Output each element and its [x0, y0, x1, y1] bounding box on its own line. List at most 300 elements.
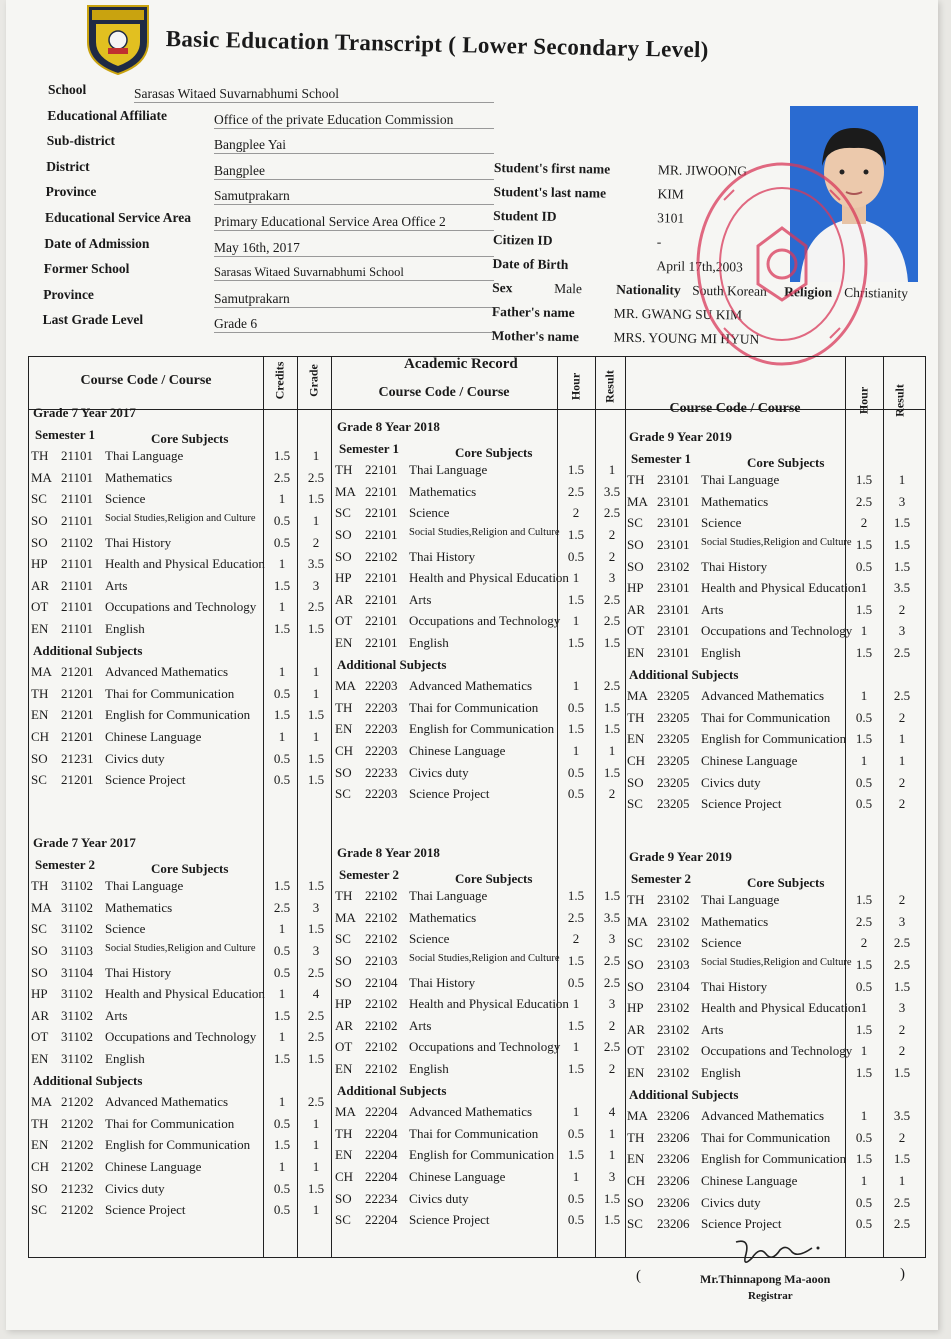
- course-credit: 2: [572, 931, 580, 947]
- course-credit: 1.5: [855, 472, 873, 488]
- course-row: [335, 635, 629, 657]
- course-grade: 1: [312, 1137, 320, 1153]
- school-info-value: May 16th, 2017: [214, 240, 494, 257]
- course-code: MA: [627, 1108, 648, 1124]
- course-credit: 0.5: [855, 774, 873, 790]
- course-credit: 1.5: [855, 645, 873, 660]
- course-code: TH: [31, 878, 49, 894]
- course-row: [627, 731, 919, 753]
- course-grade: 1.5: [603, 721, 621, 737]
- course-name: Thai Language: [105, 448, 184, 464]
- course-credit: 0.5: [567, 1125, 585, 1141]
- course-credit: 1: [572, 1104, 580, 1120]
- course-number: 21101: [61, 577, 94, 593]
- course-row: [335, 1018, 629, 1040]
- course-number: 22203: [365, 721, 398, 737]
- course-name: Science Project: [409, 1212, 490, 1228]
- course-number: 23104: [657, 978, 690, 994]
- course-row: [31, 707, 333, 729]
- course-credit: 1: [572, 1039, 580, 1055]
- course-number: 22233: [365, 764, 398, 780]
- course-name: Thai History: [701, 558, 768, 574]
- course-grade: 2: [898, 601, 906, 617]
- course-row: [335, 786, 629, 808]
- course-number: 21101: [61, 513, 94, 528]
- course-name: Advanced Mathematics: [105, 1094, 229, 1110]
- course-credit: 0.5: [273, 1180, 291, 1196]
- course-code: HP: [31, 986, 48, 1002]
- course-credit: 1.5: [567, 462, 585, 478]
- course-name: Chinese Language: [105, 729, 202, 744]
- col1-course-header: Course Code / Course: [80, 373, 212, 388]
- course-code: TH: [335, 1125, 353, 1141]
- course-code: SO: [31, 534, 48, 550]
- course-credit: 2.5: [273, 899, 291, 915]
- course-credit: 0.5: [855, 558, 873, 574]
- course-code: TH: [335, 699, 353, 715]
- course-number: 21201: [61, 707, 94, 723]
- course-code: SO: [31, 943, 48, 958]
- course-credit: 0.5: [855, 1194, 873, 1210]
- course-grade: 2.5: [307, 1094, 325, 1110]
- course-grade: 1.5: [603, 635, 621, 650]
- course-name: Civics duty: [409, 1190, 469, 1206]
- course-code: TH: [31, 1115, 49, 1131]
- course-credit: 1: [278, 1029, 286, 1045]
- course-row: [627, 494, 919, 516]
- semester-label: Semester 1: [631, 450, 692, 466]
- course-credit: 1: [860, 1000, 868, 1016]
- semester-label: Semester 1: [339, 440, 400, 456]
- course-name: Thai for Communication: [409, 1125, 539, 1141]
- course-number: 31102: [61, 1051, 94, 1066]
- course-grade: 1.5: [893, 515, 911, 531]
- course-code: MA: [335, 1104, 356, 1120]
- core-subjects-label: Core Subjects: [151, 430, 229, 446]
- core-subjects-label: Core Subjects: [455, 444, 533, 460]
- course-code: MA: [627, 688, 648, 704]
- course-credit: 0.5: [855, 709, 873, 725]
- course-row: [31, 556, 333, 578]
- registrar-signature-block: [626, 1236, 922, 1310]
- course-number: 22102: [365, 548, 398, 564]
- course-name: Chinese Language: [105, 1159, 202, 1174]
- course-code: OT: [31, 1029, 49, 1045]
- course-code: TH: [627, 1129, 645, 1145]
- course-row: [335, 678, 629, 700]
- course-row: [31, 621, 333, 643]
- course-name: English: [409, 1061, 449, 1076]
- course-credit: 1.5: [273, 878, 291, 894]
- course-row: [627, 580, 919, 602]
- course-grade: 2.5: [603, 1039, 621, 1055]
- school-info-label: Sub-district: [46, 133, 116, 149]
- course-number: 22203: [365, 699, 398, 715]
- course-name: Occupations and Technology: [409, 1039, 561, 1055]
- course-credit: 1.5: [855, 957, 873, 972]
- course-number: 22101: [365, 483, 398, 499]
- course-code: MA: [31, 664, 52, 680]
- course-row: [31, 1159, 333, 1181]
- course-grade: 2.5: [893, 1194, 911, 1210]
- course-name: Science: [409, 505, 450, 521]
- course-number: 22102: [365, 888, 398, 904]
- course-grade: 2: [608, 786, 616, 802]
- course-row: [335, 1147, 629, 1169]
- course-code: AR: [627, 1021, 646, 1037]
- course-code: EN: [31, 1051, 49, 1066]
- course-name: Science Project: [409, 786, 490, 802]
- course-name: Science: [105, 921, 146, 937]
- course-code: EN: [335, 1147, 353, 1163]
- course-code: AR: [627, 601, 646, 617]
- course-grade: 2: [898, 892, 906, 908]
- course-name: Civics duty: [701, 774, 761, 790]
- course-credit: 1.5: [273, 1137, 291, 1153]
- course-row: [335, 1104, 629, 1126]
- course-row: [627, 892, 919, 914]
- course-number: 31102: [61, 921, 94, 937]
- course-credit: 1.5: [567, 527, 585, 542]
- course-code: SC: [335, 1212, 351, 1228]
- course-code: AR: [335, 591, 354, 607]
- course-code: OT: [627, 1043, 645, 1059]
- course-number: 23102: [657, 1043, 690, 1059]
- school-info-label: Date of Admission: [44, 235, 150, 251]
- course-number: 22203: [365, 678, 398, 694]
- course-name: Advanced Mathematics: [701, 1108, 825, 1124]
- course-credit: 0.5: [273, 534, 291, 550]
- course-name: English for Communication: [105, 707, 251, 723]
- nationality-value: South Korean: [692, 282, 767, 299]
- course-row: [335, 505, 629, 527]
- school-info-value: Bangplee Yai: [214, 137, 494, 154]
- course-row: [627, 979, 919, 1001]
- school-logo: [84, 4, 152, 76]
- grade-year-heading: Grade 7 Year 2017: [33, 835, 136, 850]
- col1-credits-header: Credits: [272, 361, 287, 400]
- school-info-label: District: [46, 158, 90, 174]
- page-title: Basic Education Transcript ( Lower Secondary Level): [165, 26, 709, 63]
- course-row: [335, 1061, 629, 1083]
- course-number: 21101: [61, 491, 94, 507]
- course-code: SO: [335, 548, 352, 564]
- course-number: 23206: [657, 1194, 690, 1210]
- course-grade: 1: [312, 729, 320, 744]
- course-number: 22234: [365, 1190, 398, 1206]
- course-credit: 2.5: [567, 909, 585, 925]
- course-credit: 1.5: [567, 635, 585, 650]
- course-name: English for Communication: [701, 731, 847, 747]
- col2-course-header: Course Code / Course: [378, 385, 510, 400]
- course-credit: 1.5: [567, 1017, 585, 1033]
- course-number: 22101: [365, 613, 398, 629]
- course-credit: 1: [278, 1094, 286, 1110]
- course-number: 21202: [61, 1159, 94, 1174]
- course-row: [335, 592, 629, 614]
- course-grade: 1.5: [307, 491, 325, 507]
- course-name: Thai for Communication: [409, 699, 539, 715]
- course-row: [31, 491, 333, 513]
- course-credit: 2.5: [855, 493, 873, 509]
- course-name: Health and Physical Education: [409, 570, 569, 586]
- course-number: 22101: [365, 527, 398, 542]
- course-grade: 2.5: [307, 1029, 325, 1045]
- course-row: [627, 537, 919, 559]
- course-code: MA: [627, 493, 648, 509]
- course-code: SC: [31, 921, 47, 937]
- course-grade: 1.5: [603, 1190, 621, 1206]
- core-subjects-label: Core Subjects: [151, 860, 229, 876]
- course-row: [627, 1130, 919, 1152]
- course-number: 23102: [657, 1021, 690, 1037]
- course-grade: 2: [898, 796, 906, 812]
- course-code: TH: [627, 892, 645, 908]
- course-name: Occupations and Technology: [701, 623, 853, 639]
- course-credit: 1.5: [567, 591, 585, 607]
- course-row: [627, 710, 919, 732]
- course-row: [627, 1108, 919, 1130]
- course-code: SC: [627, 1216, 643, 1232]
- course-grade: 2: [608, 548, 616, 564]
- mother-label: Mother's name: [491, 327, 580, 345]
- course-row: [627, 1195, 919, 1217]
- course-number: 21101: [61, 599, 94, 615]
- course-credit: 0.5: [273, 750, 291, 766]
- course-row: [627, 935, 919, 957]
- course-number: 31102: [61, 878, 94, 894]
- course-row: [335, 527, 629, 549]
- course-code: MA: [335, 483, 356, 499]
- course-credit: 0.5: [855, 796, 873, 812]
- grade-year-heading: Grade 7 Year 2017: [33, 405, 136, 420]
- course-credit: 0.5: [567, 1212, 585, 1228]
- course-credit: 2: [860, 935, 868, 951]
- course-name: Thai for Communication: [701, 1129, 831, 1145]
- course-row: [335, 931, 629, 953]
- course-grade: 1: [608, 462, 616, 478]
- course-row: [627, 1022, 919, 1044]
- religion-label: Religion: [784, 284, 833, 300]
- course-number: 23101: [657, 623, 690, 639]
- course-row: [627, 602, 919, 624]
- course-number: 23102: [657, 913, 690, 929]
- course-code: SO: [335, 974, 352, 990]
- course-code: OT: [627, 623, 645, 639]
- course-row: [31, 513, 333, 535]
- course-credit: 0.5: [855, 1129, 873, 1145]
- course-grade: 3: [312, 943, 320, 958]
- course-grade: 3.5: [603, 483, 621, 499]
- course-credit: 1.5: [855, 1151, 873, 1167]
- course-row: [627, 559, 919, 581]
- grade-year-heading: Grade 8 Year 2018: [337, 419, 440, 434]
- course-number: 23206: [657, 1216, 690, 1232]
- course-code: EN: [31, 1137, 49, 1153]
- course-grade: 2: [898, 1043, 906, 1059]
- course-grade: 1.5: [603, 888, 621, 904]
- course-name: Science: [701, 515, 742, 531]
- course-row: [627, 1043, 919, 1065]
- course-row: [31, 578, 333, 600]
- course-name: Social Studies,Religion and Culture: [701, 957, 852, 968]
- course-grade: 1.5: [307, 707, 325, 723]
- course-code: EN: [335, 721, 353, 737]
- course-number: 22102: [365, 1017, 398, 1033]
- course-row: [335, 996, 629, 1018]
- course-name: Civics duty: [409, 764, 469, 780]
- course-number: 23102: [657, 1065, 690, 1080]
- course-grade: 2.5: [893, 957, 911, 972]
- course-row: [335, 765, 629, 787]
- course-number: 22204: [365, 1147, 398, 1163]
- course-grade: 3: [608, 570, 616, 586]
- course-grade: 1.5: [603, 1212, 621, 1228]
- course-number: 21101: [61, 621, 94, 636]
- course-credit: 1.5: [855, 1021, 873, 1037]
- course-code: CH: [31, 729, 50, 744]
- course-credit: 2.5: [567, 483, 585, 499]
- course-name: Science Project: [701, 796, 782, 812]
- course-name: English: [105, 621, 145, 636]
- course-grade: 1.5: [307, 750, 325, 766]
- course-credit: 1: [278, 921, 286, 937]
- course-row: [627, 1216, 919, 1238]
- course-row: [335, 975, 629, 997]
- course-credit: 1: [278, 729, 286, 744]
- first-name-label: Student's first name: [493, 160, 611, 177]
- course-credit: 1.5: [273, 707, 291, 723]
- course-credit: 0.5: [567, 786, 585, 802]
- course-row: [335, 953, 629, 975]
- course-row: [31, 1094, 333, 1116]
- course-code: MA: [31, 1094, 52, 1110]
- course-number: 23102: [657, 892, 690, 908]
- course-name: English for Communication: [409, 1147, 555, 1163]
- course-row: [627, 645, 919, 667]
- course-name: English: [701, 1065, 741, 1080]
- course-row: [627, 775, 919, 797]
- course-name: Advanced Mathematics: [409, 678, 533, 694]
- course-grade: 2.5: [307, 964, 325, 980]
- course-credit: 0.5: [567, 699, 585, 715]
- course-grade: 2.5: [893, 935, 911, 951]
- course-credit: 0.5: [273, 685, 291, 701]
- course-code: SO: [31, 1180, 48, 1196]
- col3-course-header: Course Code / Course: [669, 401, 801, 416]
- course-name: Thai Language: [105, 878, 184, 894]
- course-number: 31104: [61, 964, 94, 980]
- course-grade: 3.5: [893, 1108, 911, 1124]
- course-code: TH: [335, 888, 353, 904]
- citizen-id-value: -: [656, 234, 662, 250]
- course-credit: 1.5: [273, 621, 291, 636]
- course-number: 23206: [657, 1151, 690, 1167]
- course-row: [31, 900, 333, 922]
- school-info-label: Province: [43, 286, 94, 302]
- course-number: 23205: [657, 688, 690, 704]
- course-grade: 2.5: [307, 599, 325, 615]
- course-row: [31, 664, 333, 686]
- course-number: 22101: [365, 591, 398, 607]
- course-number: 22203: [365, 743, 398, 758]
- course-code: TH: [627, 709, 645, 725]
- course-credit: 0.5: [273, 943, 291, 958]
- course-name: Social Studies,Religion and Culture: [409, 527, 560, 538]
- course-name: Arts: [701, 601, 724, 617]
- course-credit: 0.5: [567, 974, 585, 990]
- course-credit: 1: [860, 580, 868, 596]
- course-grade: 2: [898, 709, 906, 725]
- school-info-value: Grade 6: [214, 316, 494, 333]
- course-code: SO: [335, 527, 352, 542]
- course-row: [31, 1008, 333, 1030]
- course-credit: 1.5: [567, 1061, 585, 1076]
- course-name: Science Project: [105, 772, 186, 788]
- course-row: [627, 472, 919, 494]
- course-grade: 1: [898, 1173, 906, 1188]
- course-credit: 0.5: [273, 964, 291, 980]
- course-grade: 2: [608, 527, 616, 542]
- course-code: CH: [335, 743, 354, 758]
- course-row: [335, 1039, 629, 1061]
- course-row: [31, 1051, 333, 1073]
- course-grade: 1: [608, 1147, 616, 1163]
- course-number: 23205: [657, 753, 690, 768]
- course-grade: 2.5: [307, 469, 325, 485]
- course-row: [335, 1126, 629, 1148]
- course-code: CH: [627, 1173, 646, 1188]
- col3-result-header: Result: [892, 384, 907, 417]
- course-code: SO: [335, 953, 352, 968]
- course-name: Mathematics: [409, 483, 477, 499]
- course-number: 23101: [657, 645, 690, 660]
- course-row: [31, 599, 333, 621]
- course-name: Arts: [105, 1007, 128, 1023]
- course-number: 22102: [365, 1061, 398, 1076]
- grade-year-heading: Grade 8 Year 2018: [337, 845, 440, 860]
- course-number: 21101: [61, 469, 94, 485]
- course-name: Social Studies,Religion and Culture: [701, 537, 852, 548]
- course-grade: 2.5: [893, 688, 911, 704]
- course-grade: 1.5: [893, 537, 911, 552]
- course-grade: 1: [312, 1159, 320, 1174]
- dob-label: Date of Birth: [492, 255, 569, 273]
- course-name: Mathematics: [105, 899, 173, 915]
- course-grade: 2.5: [307, 1007, 325, 1023]
- course-number: 23101: [657, 601, 690, 617]
- course-row: [627, 515, 919, 537]
- course-name: Mathematics: [701, 493, 769, 509]
- course-credit: 1: [572, 1169, 580, 1184]
- course-code: EN: [335, 635, 353, 650]
- course-code: HP: [627, 580, 644, 596]
- course-credit: 1.5: [567, 953, 585, 968]
- course-code: AR: [31, 1007, 50, 1023]
- course-code: AR: [335, 1017, 354, 1033]
- course-number: 31102: [61, 986, 94, 1002]
- course-name: Chinese Language: [701, 1173, 798, 1188]
- course-row: [31, 986, 333, 1008]
- course-grade: 2.5: [603, 613, 621, 629]
- course-number: 22101: [365, 635, 398, 650]
- col1-grade-header: Grade: [306, 364, 321, 397]
- course-credit: 1: [860, 753, 868, 768]
- course-credit: 2: [572, 505, 580, 521]
- course-code: SC: [335, 786, 351, 802]
- school-info-value: Office of the private Education Commission: [214, 112, 494, 129]
- course-name: Civics duty: [105, 1180, 165, 1196]
